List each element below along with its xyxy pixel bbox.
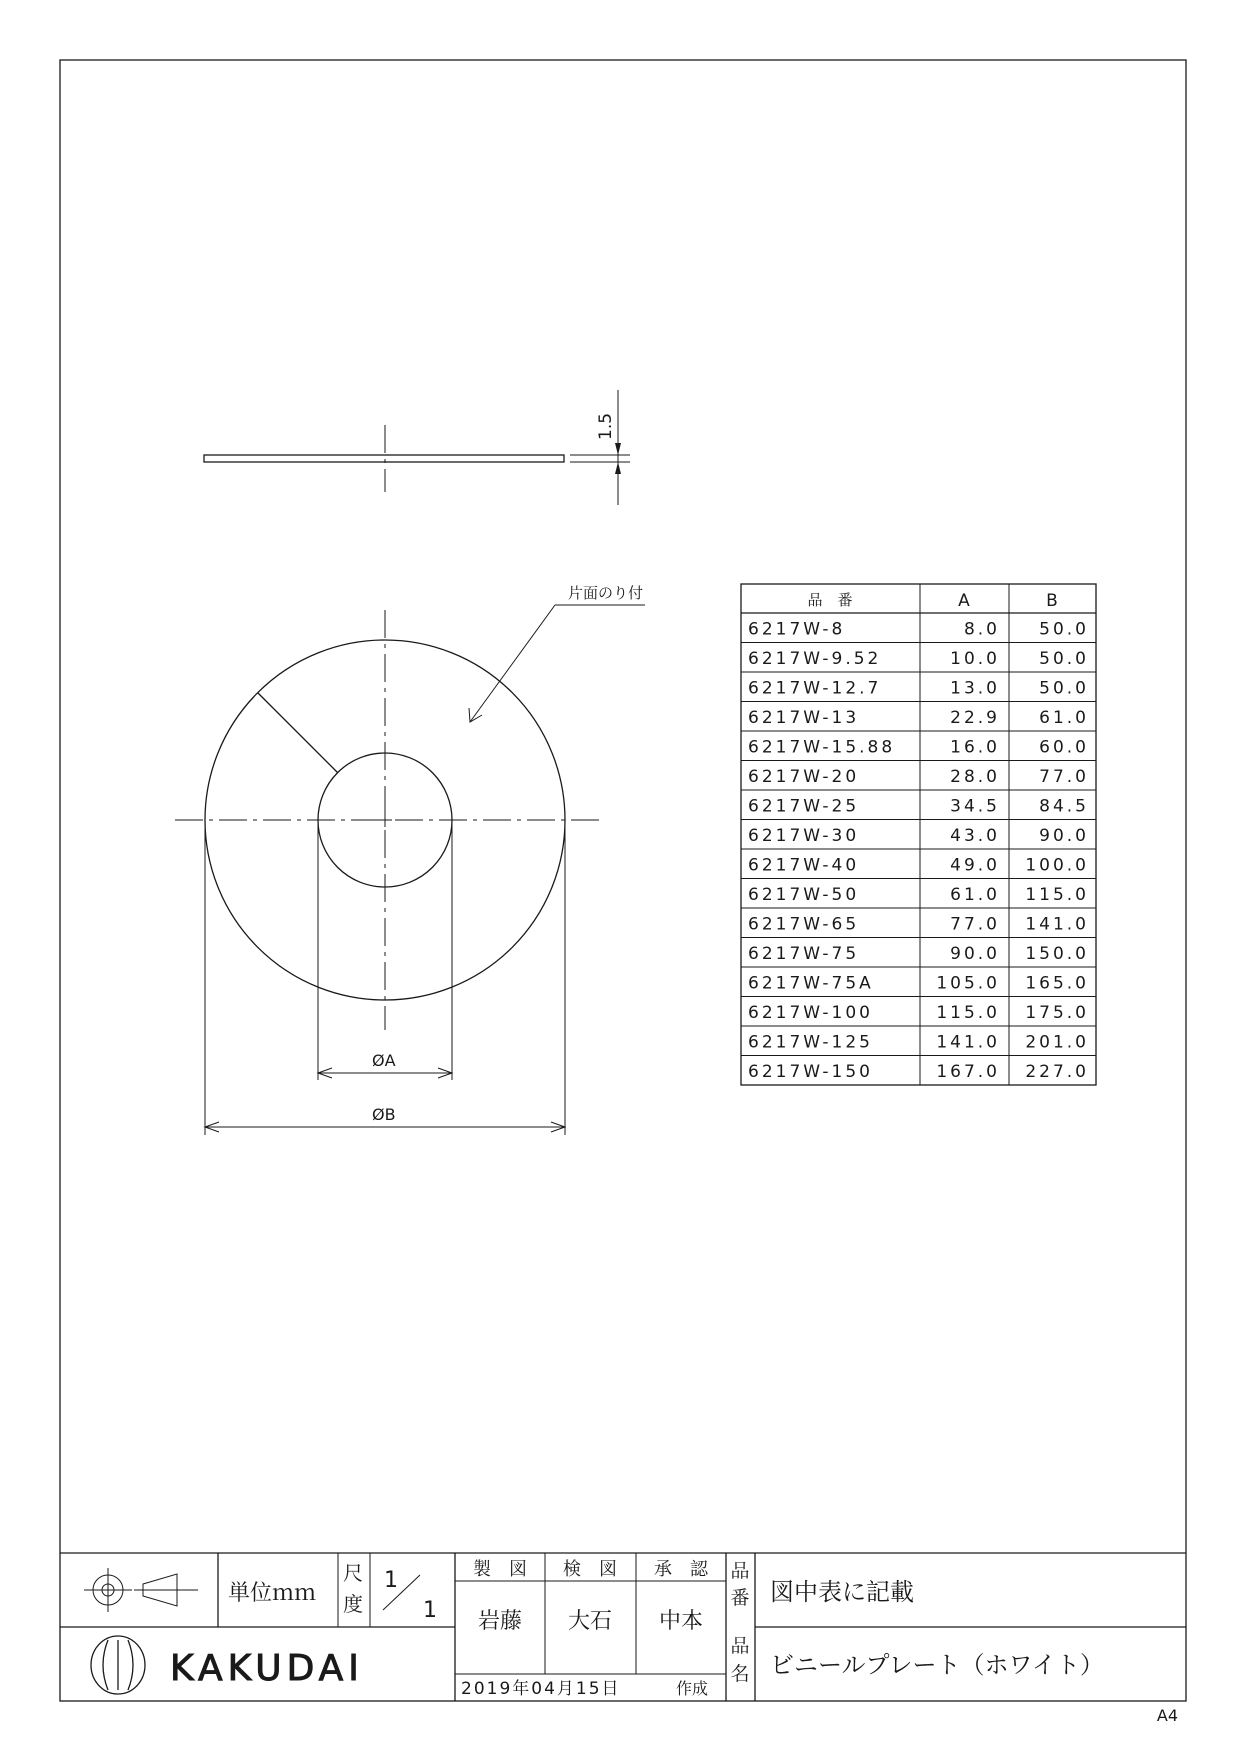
- plate-side-outline: [204, 455, 564, 462]
- part-no-cell: 6217W-15.88: [748, 737, 896, 758]
- dim-a-cell: 10.0: [950, 649, 1000, 669]
- dim-a-cell: 167.0: [936, 1062, 1000, 1082]
- drawn-by-name: 岩藤: [477, 1609, 523, 1634]
- drawing-frame: [60, 60, 1186, 1701]
- dim-a-cell: 13.0: [950, 678, 1000, 699]
- dim-a-cell: 34.5: [950, 796, 1000, 817]
- dim-b-cell: 100.0: [1025, 855, 1089, 876]
- company-name: KAKUDAI: [170, 1648, 364, 1689]
- part-name-label-line2: 名: [730, 1663, 750, 1685]
- front-view: [175, 584, 645, 1135]
- part-no-cell: 6217W-150: [748, 1062, 873, 1082]
- approved-by-name: 中本: [658, 1609, 704, 1634]
- dim-a-cell: 8.0: [963, 619, 1000, 640]
- slit-line: [258, 693, 338, 773]
- part-no-cell: 6217W-100: [748, 1003, 873, 1023]
- part-no-cell: 6217W-9.52: [748, 649, 882, 669]
- part-no-cell: 6217W-75: [748, 944, 860, 964]
- dim-a-cell: 49.0: [950, 855, 1000, 876]
- approved-by-label: 承 認: [654, 1559, 708, 1580]
- unit-label: 単位ｍｍ: [228, 1581, 317, 1606]
- part-no-cell: 6217W-50: [748, 885, 860, 905]
- dim-b-cell: 90.0: [1039, 826, 1089, 846]
- dim-b-cell: 50.0: [1039, 619, 1089, 640]
- part-no-label-line1: 品: [730, 1560, 750, 1582]
- thickness-dimension-label: 1.5: [596, 412, 616, 440]
- dim-a-cell: 115.0: [936, 1003, 1000, 1023]
- dim-b-cell: 77.0: [1039, 767, 1089, 787]
- part-no-cell: 6217W-30: [748, 826, 860, 846]
- third-angle-projection-icon: [84, 1568, 198, 1612]
- created-suffix: 作成: [676, 1679, 709, 1698]
- dim-b-cell: 165.0: [1025, 973, 1089, 994]
- dim-b-cell: 150.0: [1025, 944, 1089, 964]
- part-no-cell: 6217W-20: [748, 767, 860, 787]
- scale-label-line2: 度: [343, 1592, 363, 1616]
- dim-a-cell: 77.0: [950, 914, 1000, 935]
- part-no-cell: 6217W-13: [748, 708, 860, 728]
- drawn-by-label: 製 図: [473, 1559, 527, 1580]
- dimension-b-label: ØB: [372, 1105, 396, 1124]
- kakudai-logo-icon: [91, 1636, 364, 1694]
- scale-denominator: 1: [423, 1598, 437, 1623]
- sheet-size: A4: [1156, 1706, 1178, 1725]
- dim-a-cell: 105.0: [936, 973, 1000, 994]
- title-block: [60, 1553, 1186, 1701]
- part-name-value: ビニールプレート（ホワイト）: [770, 1651, 1104, 1679]
- part-no-cell: 6217W-125: [748, 1032, 873, 1053]
- dim-a-cell: 141.0: [936, 1032, 1000, 1053]
- part-no-value: 図中表に記載: [770, 1578, 914, 1606]
- part-no-cell: 6217W-40: [748, 855, 860, 876]
- dim-b-cell: 84.5: [1039, 796, 1089, 817]
- part-name-label-line1: 品: [730, 1635, 750, 1657]
- part-no-cell: 6217W-75A: [748, 973, 874, 994]
- part-no-cell: 6217W-8: [748, 619, 846, 640]
- part-no-cell: 6217W-12.7: [748, 678, 882, 699]
- side-view: [204, 390, 630, 505]
- table-header-b: B: [1046, 591, 1058, 611]
- dim-b-cell: 141.0: [1025, 914, 1089, 935]
- dim-b-cell: 175.0: [1025, 1003, 1089, 1023]
- dim-b-cell: 201.0: [1025, 1032, 1089, 1053]
- dim-a-cell: 22.9: [950, 708, 1000, 728]
- part-no-label-line2: 番: [730, 1587, 750, 1609]
- checked-by-label: 検 図: [563, 1559, 617, 1580]
- dim-a-cell: 16.0: [950, 737, 1000, 758]
- dim-b-cell: 61.0: [1039, 708, 1089, 728]
- table-header-part-no: 品 番: [807, 591, 853, 609]
- table-header-a: A: [958, 591, 970, 611]
- created-date: 2019年04月15日: [461, 1679, 621, 1699]
- dim-b-cell: 60.0: [1039, 737, 1089, 758]
- dimensions-table: [741, 584, 1096, 1085]
- dim-a-cell: 61.0: [950, 885, 1000, 905]
- part-no-cell: 6217W-65: [748, 914, 860, 935]
- part-no-cell: 6217W-25: [748, 796, 860, 817]
- dim-a-cell: 28.0: [950, 767, 1000, 787]
- dim-a-cell: 43.0: [950, 826, 1000, 846]
- dim-b-cell: 50.0: [1039, 649, 1089, 669]
- adhesive-annotation: 片面のり付: [568, 584, 644, 602]
- dim-a-cell: 90.0: [950, 944, 1000, 964]
- checked-by-name: 大石: [567, 1609, 613, 1634]
- dim-b-cell: 227.0: [1025, 1062, 1089, 1082]
- dimension-a-label: ØA: [372, 1051, 396, 1070]
- scale-label-line1: 尺: [343, 1561, 363, 1585]
- dim-b-cell: 115.0: [1025, 885, 1089, 905]
- dim-b-cell: 50.0: [1039, 678, 1089, 699]
- scale-numerator: 1: [384, 1568, 398, 1593]
